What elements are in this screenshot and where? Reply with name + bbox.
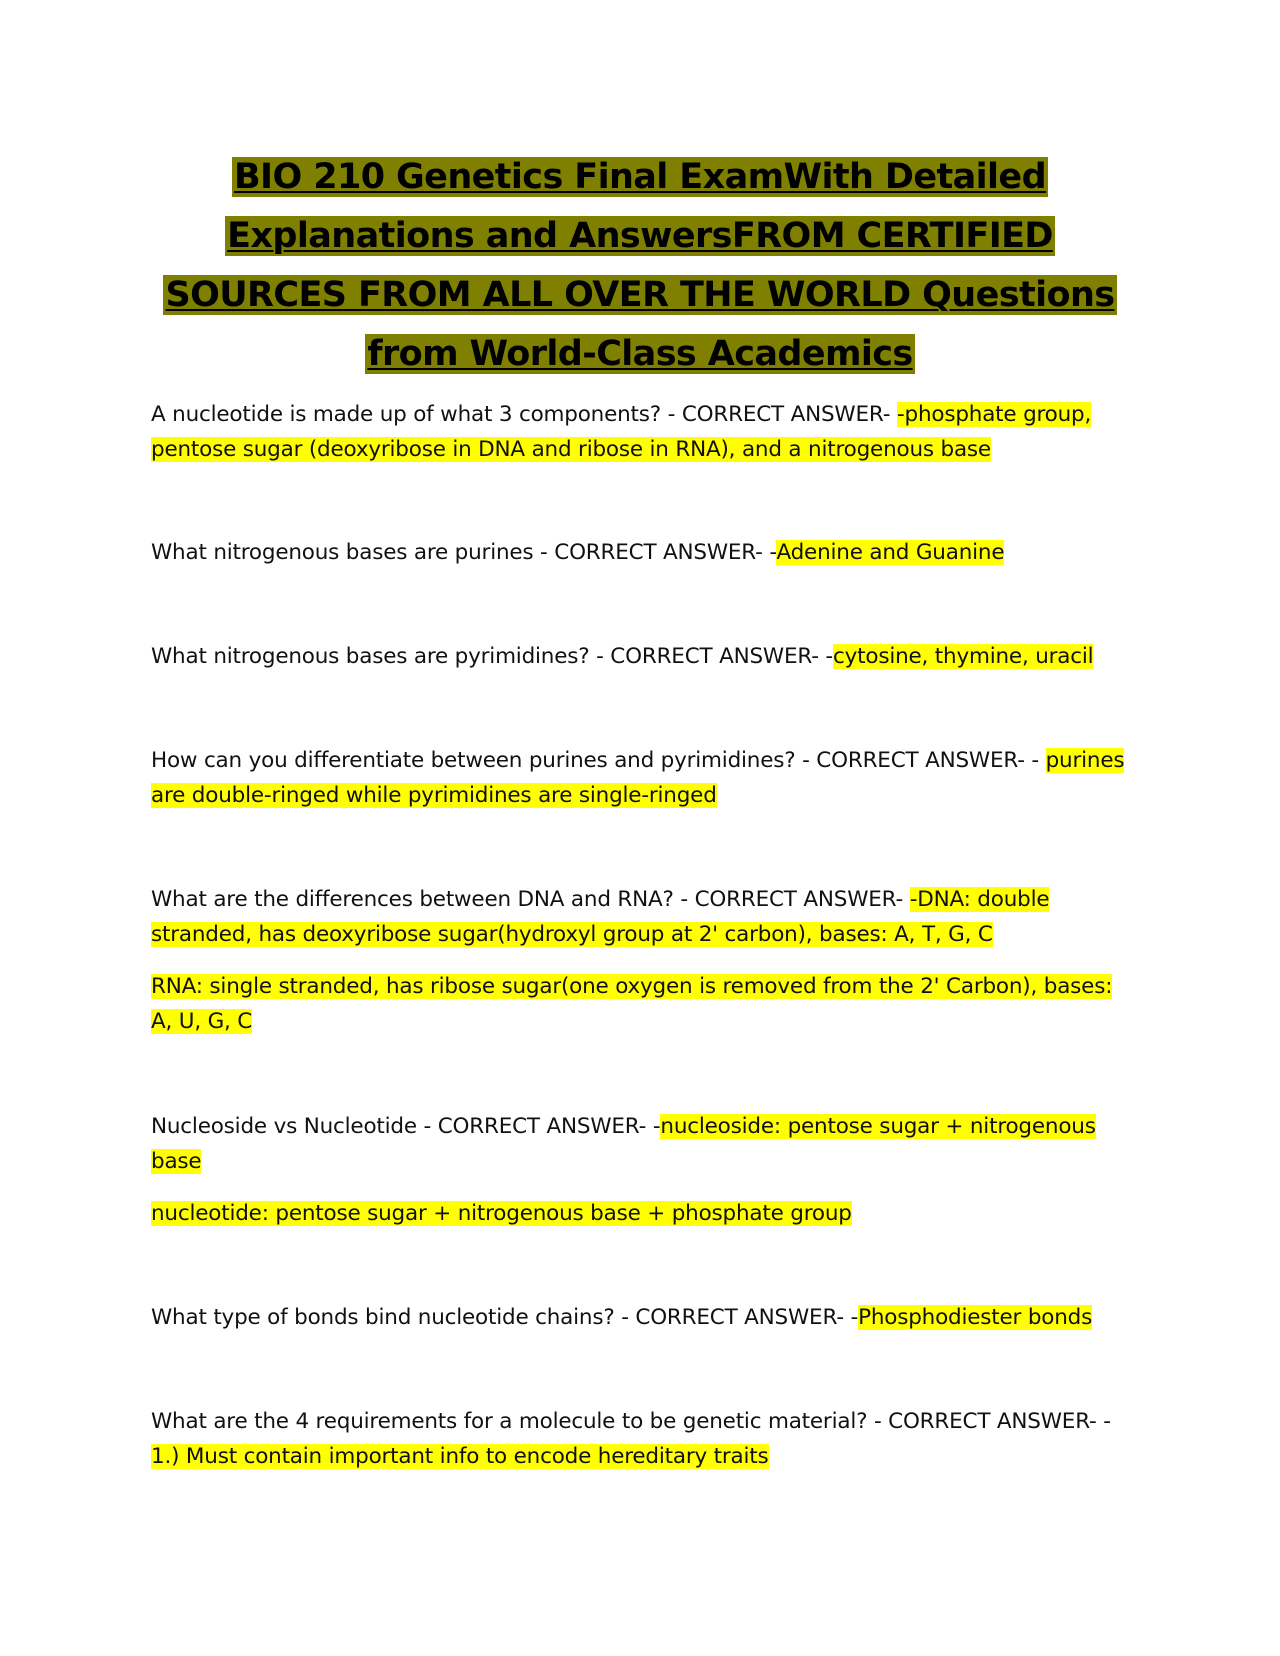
question-7: What type of bonds bind nucleotide chains? - CORRECT ANSWER- - xyxy=(151,1305,859,1330)
question-3: What nitrogenous bases are pyrimidines? - CORRECT ANSWER- - xyxy=(151,644,833,669)
question-6: Nucleoside vs Nucleotide - CORRECT ANSWER- - xyxy=(151,1114,661,1139)
question-8: What are the 4 requirements for a molecule to be genetic material? - CORRECT ANSWER- - xyxy=(151,1409,1111,1434)
answer-3: cytosine, thymine, uracil xyxy=(832,644,1094,669)
qa-item-6 xyxy=(151,1109,1131,1231)
question-4: How can you differentiate between purines and pyrimidines? - CORRECT ANSWER- - xyxy=(151,748,1046,773)
answer-6-continued: nucleotide: pentose sugar + nitrogenous base + phosphate group xyxy=(151,1201,852,1226)
answer-4: purines are double-ringed while pyrimidines are single-ringed xyxy=(151,748,1125,808)
answer-2: Adenine and Guanine xyxy=(776,540,1005,565)
qa-item-2 xyxy=(151,535,1131,570)
answer-5-continued: RNA: single stranded, has ribose sugar(one oxygen is removed from the 2' Carbon), bases: A, U, G, C xyxy=(151,974,1113,1034)
answer-5: -DNA: double stranded, has deoxyribose sugar(hydroxyl group at 2' carbon), bases: A, T, G, C xyxy=(151,887,1050,947)
qa-item-3 xyxy=(151,639,1131,674)
answer-1: -phosphate group, pentose sugar (deoxyribose in DNA and ribose in RNA), and a nitrogenous base xyxy=(151,402,1092,462)
answer-8: 1.) Must contain important info to encode hereditary traits xyxy=(151,1444,769,1469)
qa-item-7 xyxy=(151,1300,1131,1335)
question-1: A nucleotide is made up of what 3 components? - CORRECT ANSWER- xyxy=(151,402,897,427)
qa-item-4 xyxy=(151,743,1131,813)
title-block xyxy=(140,148,1140,384)
qa-item-1 xyxy=(151,397,1131,467)
qa-item-8 xyxy=(151,1404,1131,1474)
question-2: What nitrogenous bases are purines - CORRECT ANSWER- - xyxy=(151,540,777,565)
document-title-text: BIO 210 Genetics Final ExamWith Detailed Explanations and AnswersFROM CERTIFIED SOURCES FROM ALL OVER THE WORLD Questions from World-Class Academics xyxy=(165,157,1115,374)
answer-6: nucleoside: pentose sugar + nitrogenous base xyxy=(151,1114,1096,1174)
document-title xyxy=(140,148,1140,384)
question-5: What are the differences between DNA and RNA? - CORRECT ANSWER- xyxy=(151,887,910,912)
qa-item-5 xyxy=(151,882,1131,1039)
answer-7: Phosphodiester bonds xyxy=(858,1305,1093,1330)
